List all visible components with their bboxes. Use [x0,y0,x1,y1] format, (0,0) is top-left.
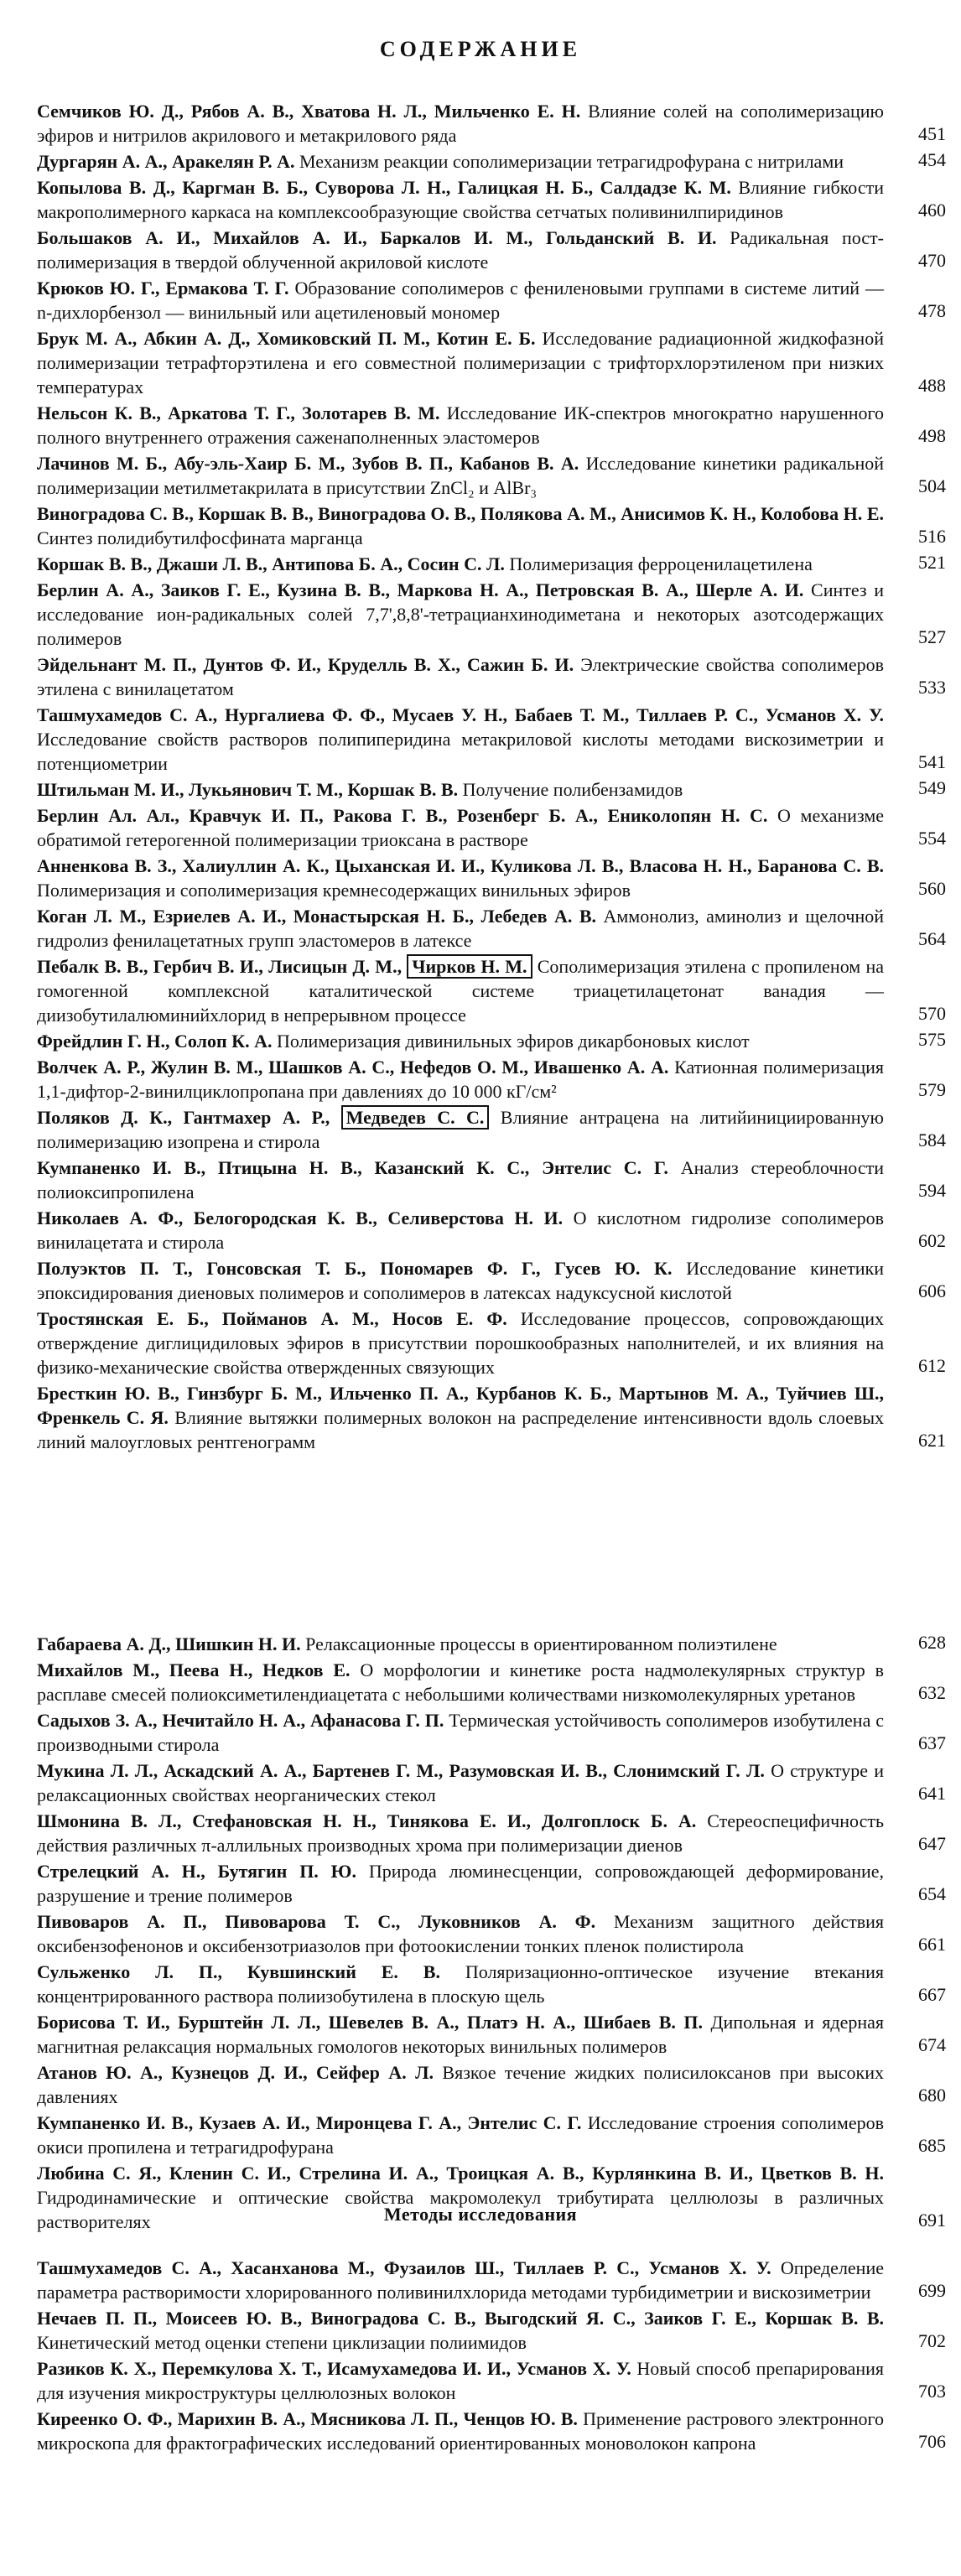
entry-page-number: 606 [918,1280,946,1301]
entry-page-number: 454 [918,149,946,170]
entry-page-number: 516 [918,526,946,547]
entry-page-number: 527 [918,626,946,647]
entry-authors: Разиков К. Х., Перемкулова Х. Т., Исамухамедова И. И., Усманов Х. У. [37,2358,631,2379]
entry-page-number: 498 [918,425,946,446]
section-title-methods: Методы исследования [383,2204,578,2225]
toc-entry [37,451,884,500]
entry-page-number: 602 [918,1230,946,1251]
entry-title: Термическая устойчивость сополимеров изобутилена с производными стирола [37,1710,884,1755]
entry-title: Определение параметра растворимости хлорированного поливинилхлорида методами турбидиметрии и вискозиметрии [37,2257,884,2303]
toc-entry [37,2010,884,2059]
toc-entry [37,149,884,174]
entry-title: О морфологии и кинетике роста надмолекулярных структур в расплаве смесей полиоксиметилендиацетата с небольшими количествами низкомолекулярных уретанов [37,1659,884,1705]
entry-authors: Киреенко О. Ф., Марихин В. А., Мясникова Л. П., Ченцов Ю. В. [37,2408,578,2429]
toc-entry [37,1306,884,1379]
entry-title: Новый способ препарирования для изучения микроструктуры целлюлозных волокон [37,2358,884,2403]
entry-authors: Бресткин Ю. В., Гинзбург Б. М., Ильченко П. А., Курбанов К. Б., Мартынов М. А., Туйчиев Ш., Френкель С. Я. [37,1383,884,1428]
toc-entry [37,1809,884,1857]
entry-title: Кинетический метод оценки степени циклизации полиимидов [37,2332,527,2353]
entry-page-number: 521 [918,552,946,573]
entry-page-number: 451 [918,123,946,144]
toc-entry [37,552,884,576]
entry-page-number: 575 [918,1029,946,1050]
entry-page-number: 560 [918,878,946,899]
entry-title: Электрические свойства сополимеров этилена с винилацетатом [37,654,884,699]
entry-title: Дипольная и ядерная магнитная релаксация нормальных гомологов некоторых винильных полимеров [37,2012,884,2057]
entry-title: Исследование радиационной жидкофазной полимеризации тетрафторэтилена и его совместной полимеризации с трифторхлорэтиленом при низких температурах [37,328,884,397]
entry-title: Механизм реакции сополимеризации тетрагидрофурана с нитрилами [294,151,844,172]
toc-entry [37,401,884,449]
entry-authors: Шмонина В. Л., Стефановская Н. Н., Тинякова Е. И., Долгоплоск Б. А. [37,1810,697,1831]
entry-title: Полимеризация ферроценилацетилена [504,553,813,574]
entry-authors: Пивоваров А. П., Пивоварова Т. С., Луковников А. Ф. [37,1911,596,1932]
toc-entry [37,803,884,852]
entry-page-number: 504 [918,475,946,496]
entry-page-number: 621 [918,1430,946,1451]
entry-authors: Любина С. Я., Кленин С. И., Стрелина И. А., Троицкая А. В., Курлянкина В. И., Цветков В. Н. [37,2163,884,2184]
toc-entry [37,99,884,148]
entry-authors: Тростянская Е. Б., Пойманов А. М., Носов Е. Ф. [37,1308,507,1329]
entry-authors: Копылова В. Д., Каргман В. Б., Суворова Л. Н., Галицкая Н. Б., Салдадзе К. М. [37,177,731,198]
entry-title: О кислотном гидролизе сополимеров винилацетата и стирола [37,1208,884,1253]
entry-page-number: 564 [918,928,946,949]
entry-page-number: 661 [918,1934,946,1955]
toc-entry [37,1658,884,1706]
entry-title: Релаксационные процессы в ориентированном полиэтилене [300,1633,777,1654]
entry-title: Полимеризация и сополимеризация кремнесодержащих винильных эфиров [37,880,631,901]
entry-title: Влияние гибкости макрополимерного каркаса на комплексообразующие свойства сетчатых поливинилпиридинов [37,177,884,222]
entry-authors: Виноградова С. В., Коршак В. В., Виноградова О. В., Полякова А. М., Анисимов К. Н., Колобова Н. Е. [37,503,884,524]
toc-entry [37,1859,884,1908]
entry-page-number: 632 [918,1682,946,1703]
entry-page-number: 570 [918,1003,946,1024]
entry-page-number: 637 [918,1732,946,1753]
toc-entry [37,1909,884,1958]
entry-title: Исследование свойств растворов полипиперидина метакриловой кислоты методами вискозиметрии и потенциометрии [37,729,884,774]
entry-title: Стереоспецифичность действия различных π-аллильных производных хрома при полимеризации диенов [37,1810,884,1856]
entry-page-number: 584 [918,1130,946,1150]
entry-author-deceased-boxed: Медведев С. С. [341,1105,490,1130]
entry-page-number: 647 [918,1833,946,1854]
entry-authors: Коршак В. В., Джаши Л. В., Антипова Б. А., Сосин С. Л. [37,553,505,574]
toc-entry [37,904,884,953]
toc-entry [37,2407,884,2455]
toc-entry [37,175,884,224]
entry-title: Влияние солей на сополимеризацию эфиров и нитрилов акрилового и метакрилового ряда [37,101,884,146]
entry-authors: Садыхов З. А., Нечитайло Н. А., Афанасова Г. П. [37,1710,444,1731]
entry-authors: Крюков Ю. Г., Ермакова Т. Г. [37,278,289,299]
toc-entry [37,777,884,802]
toc-entry [37,1256,884,1305]
entry-authors: Стрелецкий А. Н., Бутягин П. Ю. [37,1861,356,1882]
entry-title: Поляризационно-оптическое изучение втекания концентрированного раствора полиизобутилена в плоскую щель [37,1961,884,2007]
entry-title: Исследование строения сополимеров окиси пропилена и тетрагидрофурана [37,2112,884,2158]
toc-entry [37,578,884,651]
entry-title: Природа люминесценции, сопровождающей деформирование, разрушение и трение полимеров [37,1861,885,1906]
entry-authors: Нельсон К. В., Аркатова Т. Г., Золотарев В. М. [37,402,440,423]
entry-authors: Берлин Ал. Ал., Кравчук И. П., Ракова Г. В., Розенберг Б. А., Ениколопян Н. С. [37,805,768,826]
entry-authors: Лачинов М. Б., Абу-эль-Хаир Б. М., Зубов В. П., Кабанов В. А. [37,453,579,474]
entry-page-number: 488 [918,375,946,396]
entry-authors: Волчек А. Р., Жулин В. М., Шашков А. С., Нефедов О. М., Ивашенко А. А. [37,1057,669,1078]
entry-authors: Берлин А. А., Заиков Г. Е., Кузина В. В., Маркова Н. А., Петровская В. А., Шерле А. И. [37,579,804,600]
toc-entry [37,2306,884,2355]
entry-authors: Полуэктов П. Т., Гонсовская Т. Б., Пономарев Ф. Г., Гусев Ю. К. [37,1258,673,1279]
toc-entry [37,1206,884,1254]
toc-entry [37,703,884,776]
toc-entry [37,1156,884,1204]
toc-entry [37,1632,884,1656]
entry-authors: Эйдельнант М. П., Дунтов Ф. И., Круделль В. Х., Сажин Б. И. [37,654,574,675]
entry-page-number: 702 [918,2330,946,2351]
entry-title: Радикальная пост-полимеризация в твердой облученной акриловой кислоте [37,227,884,273]
entry-authors: Большаков А. И., Михайлов А. И., Баркалов И. М., Гольданский В. И. [37,227,717,248]
entry-page-number: 533 [918,677,946,698]
entry-page-number: 579 [918,1079,946,1100]
entry-title: Образование сополимеров с фениленовыми группами в системе литий — n-дихлорбензол — винильный или ацетиленовый мономер [37,278,884,323]
entry-authors: Пебалк В. В., Гербич В. И., Лисицын Д. М., [37,956,403,977]
toc-entry [37,2356,884,2405]
entry-authors: Сульженко Л. П., Кувшинский Е. В. [37,1961,440,1982]
toc-entry [37,1029,884,1053]
entry-authors: Кумпаненко И. В., Кузаев А. И., Миронцева Г. А., Энтелис С. Г. [37,2112,582,2133]
entry-title: О механизме обратимой гетерогенной полимеризации триоксана в растворе [37,805,885,850]
entry-title: О структуре и релаксационных свойствах неорганических стекол [37,1760,884,1805]
toc-entry [37,2060,884,2109]
entry-page-number: 699 [918,2280,946,2301]
entry-title: Влияние вытяжки полимерных волокон на распределение интенсивности вдоль слоевых линий малоугловых рентгенограмм [37,1407,884,1452]
entry-page-number: 641 [918,1783,946,1804]
entry-page-number: 612 [918,1355,946,1376]
toc-entry [37,1381,884,1454]
entry-title: Исследование кинетики радикальной полимеризации метилметакрилата в присутствии ZnCl₂ и AlBr₃ [37,453,884,498]
toc-entry [37,1960,884,2008]
entry-authors: Михайлов М., Пеева Н., Недков Е. [37,1659,351,1680]
toc-entry [37,854,884,902]
entry-title: Сополимеризация этилена с пропиленом на гомогенной комплексной каталитической системе триацетилацетонат ванадия — диизобутилалюминийхлорид в непрерывном процессе [37,956,884,1026]
toc-entry [37,326,884,399]
entry-authors: Коган Л. М., Езриелев А. И., Монастырская Н. Б., Лебедев А. В. [37,906,597,927]
toc-entry [37,1758,884,1807]
entry-title: Механизм защитного действия оксибензофенонов и оксибензотриазолов при фотоокислении тонких пленок полистирола [37,1911,884,1956]
toc-entry [37,2111,884,2159]
entry-authors: Николаев А. Ф., Белогородская К. В., Селиверстова Н. И. [37,1208,564,1228]
toc-entry [37,2256,884,2304]
entry-title: Исследование кинетики эпоксидирования диеновых полимеров и сополимеров в латексах надуксусной кислотой [37,1258,885,1303]
toc-entry [37,652,884,701]
entry-authors: Поляков Д. К., Гантмахер А. Р., [37,1107,330,1128]
entry-authors: Борисова Т. И., Бурштейн Л. Л., Шевелев В. А., Платэ Н. А., Шибаев В. П. [37,2012,703,2033]
entry-title: Анализ стереоблочности полиоксипропилена [37,1157,885,1202]
entry-page-number: 654 [918,1883,946,1904]
entry-title: Получение полибензамидов [458,779,683,800]
page-title: СОДЕРЖАНИЕ [379,37,582,61]
entry-authors: Семчиков Ю. Д., Рябов А. В., Хватова Н. Л., Мильченко Е. Н. [37,101,581,122]
toc-entry [37,226,884,274]
entry-authors: Мукина Л. Л., Аскадский А. А., Бартенев Г. М., Разумовская И. В., Слонимский Г. Л. [37,1760,765,1781]
entry-title: Исследование процессов, сопровождающих отверждение диглицидиловых эфиров в присутствии порошкообразных наполнителей, и их влияния на физико-механические свойства отвержденных связующих [37,1308,884,1378]
toc-entry [37,1055,884,1104]
entry-title: Катионная полимеризация 1,1-дифтор-2-винилциклопропана при давлениях до 10 000 кГ/см² [37,1057,884,1102]
entry-page-number: 685 [918,2135,946,2156]
entry-title: Полимеризация дивинильных эфиров дикарбоновых кислот [272,1031,750,1052]
entry-authors: Фрейдлин Г. Н., Солоп К. А. [37,1031,273,1052]
entry-title: Синтез полидибутилфосфината марганца [37,527,363,548]
entry-authors: Габараева А. Д., Шишкин Н. И. [37,1633,301,1654]
toc-entry [37,1105,884,1154]
entry-page-number: 549 [918,777,946,798]
entry-title: Синтез и исследование ион-радикальных солей 7,7',8,8'-тетрацианхинодиметана и некоторых азотсодержащих полимеров [37,579,884,649]
entry-authors: Кумпаненко И. В., Птицына Н. В., Казанский К. С., Энтелис С. Г. [37,1157,668,1178]
entry-page-number: 594 [918,1180,946,1201]
entry-page-number: 628 [918,1632,946,1653]
entry-title: Аммонолиз, аминолиз и щелочной гидролиз фенилацетатных групп эластомеров в латексе [37,906,884,951]
entry-page-number: 460 [918,200,946,221]
entry-authors: Дургарян А. А., Аракелян Р. А. [37,151,295,172]
toc-entry [37,276,884,325]
toc-entry [37,954,884,1027]
entry-authors: Нечаев П. П., Моисеев Ю. В., Виноградова С. В., Выгодский Я. С., Заиков Г. Е., Коршак В. В. [37,2308,884,2329]
entry-page-number: 470 [918,250,946,271]
toc-entry [37,501,884,550]
entry-authors: Атанов Ю. А., Кузнецов Д. И., Сейфер А. Л. [37,2062,434,2083]
entry-title: Вязкое течение жидких полисилоксанов при высоких давлениях [37,2062,885,2107]
entry-page-number: 680 [918,2085,946,2106]
entry-authors: Брук М. А., Абкин А. Д., Хомиковский П. М., Котин Е. Б. [37,328,536,349]
entry-title: Применение растрового электронного микроскопа для фрактографических исследований ориентированных моноволокон капрона [37,2408,884,2454]
entry-page-number: 541 [918,751,946,772]
entry-page-number: 667 [918,1984,946,2005]
entry-title: Влияние антрацена на литийинициированную полимеризацию изопрена и стирола [37,1107,884,1152]
entry-authors: Ташмухамедов С. А., Хасанханова М., Фузаилов Ш., Тиллаев Р. С., Усманов Х. У. [37,2257,771,2278]
entry-page-number: 706 [918,2431,946,2452]
entry-page-number: 691 [918,2210,946,2231]
entry-page-number: 703 [918,2381,946,2402]
toc-entry [37,1708,884,1757]
entry-authors: Штильман М. И., Лукьянович Т. М., Коршак В. В. [37,779,459,800]
entry-author-deceased-boxed: Чирков Н. М. [407,954,532,979]
entry-page-number: 478 [918,300,946,321]
entry-page-number: 674 [918,2034,946,2055]
entry-authors: Анненкова В. З., Халиуллин А. К., Цыханская И. И., Куликова Л. В., Власова Н. Н., Баранова С. В. [37,855,884,876]
entry-title: Исследование ИК-спектров многократно нарушенного полного внутреннего отражения саженаполненных эластомеров [37,402,884,448]
entry-page-number: 554 [918,828,946,849]
entry-title: Гидродинамические и оптические свойства макромолекул трибутирата целлюлозы в различных растворителях [37,2187,884,2232]
entry-authors: Ташмухамедов С. А., Нургалиева Ф. Ф., Мусаев У. Н., Бабаев Т. М., Тиллаев Р. С., Усманов Х. У. [37,704,884,725]
